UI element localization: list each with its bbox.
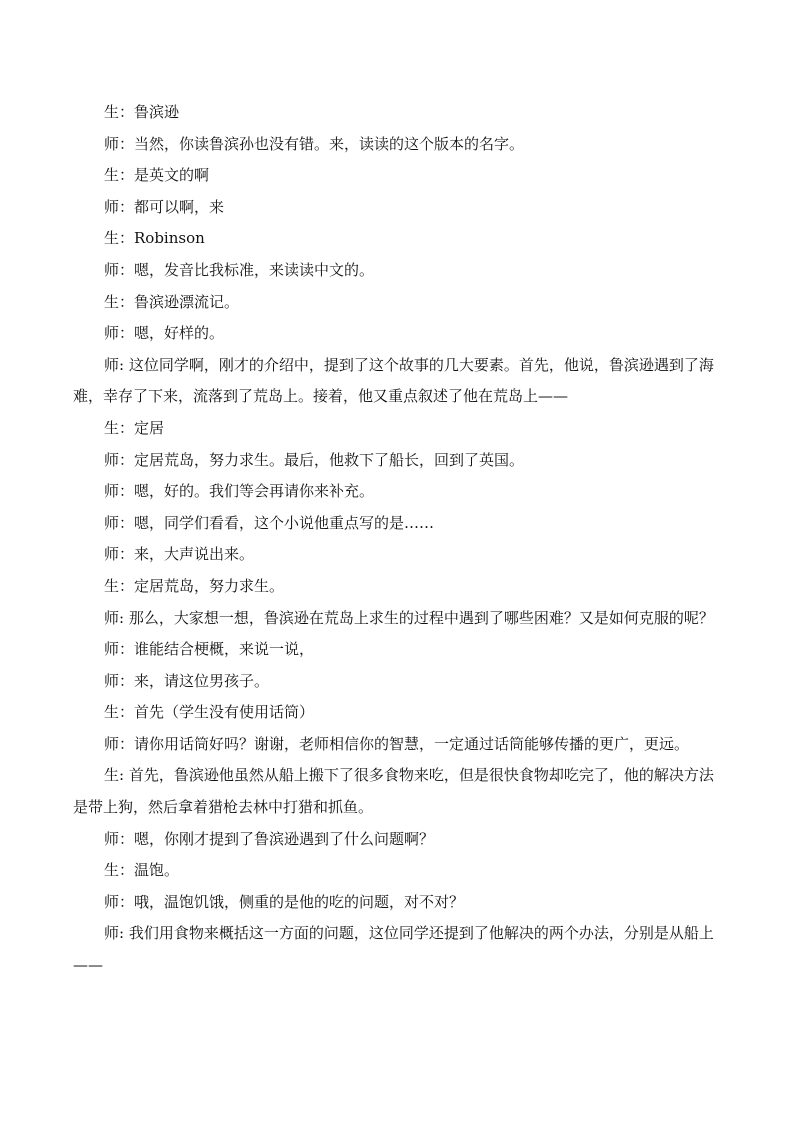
paragraph: 生：鲁滨逊漂流记。 xyxy=(104,292,240,311)
paragraph: 生：是英文的啊 xyxy=(104,166,210,185)
paragraph: 师：来，大声说出来。 xyxy=(104,545,255,564)
paragraph: 生: 首先，鲁滨逊他虽然从船上搬下了很多食物来吃，但是很快食物却吃完了，他的解决方法是带上狗，然后拿着猎枪去林中打猎和抓鱼。 xyxy=(73,766,714,817)
paragraph: 生：温饱。 xyxy=(104,861,180,880)
paragraph: 生：Robinson xyxy=(104,229,205,248)
paragraph: 师: 我们用食物来概括这一方面的问题，这位同学还提到了他解决的两个办法，分别是从船上—— xyxy=(73,924,714,975)
paragraph: 生：首先（学生没有使用话筒） xyxy=(104,703,315,722)
transcript-body xyxy=(73,97,723,982)
paragraph: 师：当然，你读鲁滨孙也没有错。来，读读的这个版本的名字。 xyxy=(104,134,525,153)
paragraph: 生：鲁滨逊 xyxy=(104,103,180,121)
paragraph: 师: 这位同学啊，刚才的介绍中，提到了这个故事的几大要素。首先，他说，鲁滨逊遇到了海难，幸存了下来，流落到了荒岛上。接着，他又重点叙述了他在荒岛上—— xyxy=(73,355,714,406)
paragraph: 师：都可以啊，来 xyxy=(104,197,225,216)
paragraph: 师：嗯，你刚才提到了鲁滨逊遇到了什么问题啊？ xyxy=(104,829,435,848)
paragraph: 师：嗯，同学们看看，这个小说他重点写的是…… xyxy=(104,513,435,532)
paragraph: 师: 那么，大家想一想，鲁滨逊在荒岛上求生的过程中遇到了哪些困难？又是如何克服的呢？ xyxy=(104,608,714,627)
paragraph: 生：定居 xyxy=(104,418,165,437)
paragraph: 师：嗯，好样的。 xyxy=(104,324,225,343)
paragraph: 师：来，请这位男孩子。 xyxy=(104,671,270,690)
paragraph: 师：定居荒岛，努力求生。最后，他救下了船长，回到了英国。 xyxy=(104,450,525,469)
paragraph: 生：定居荒岛，努力求生。 xyxy=(104,576,285,595)
paragraph: 师：哦，温饱饥饿，侧重的是他的吃的问题，对不对？ xyxy=(104,892,465,911)
paragraph: 师：请你用话筒好吗？谢谢，老师相信你的智慧，一定通过话筒能够传播的更广，更远。 xyxy=(104,734,690,753)
paragraph: 师：嗯，发音比我标准，来读读中文的。 xyxy=(104,260,375,279)
paragraph: 师：谁能结合梗概，来说一说， xyxy=(104,640,315,659)
paragraph: 师：嗯，好的。我们等会再请你来补充。 xyxy=(104,482,375,501)
